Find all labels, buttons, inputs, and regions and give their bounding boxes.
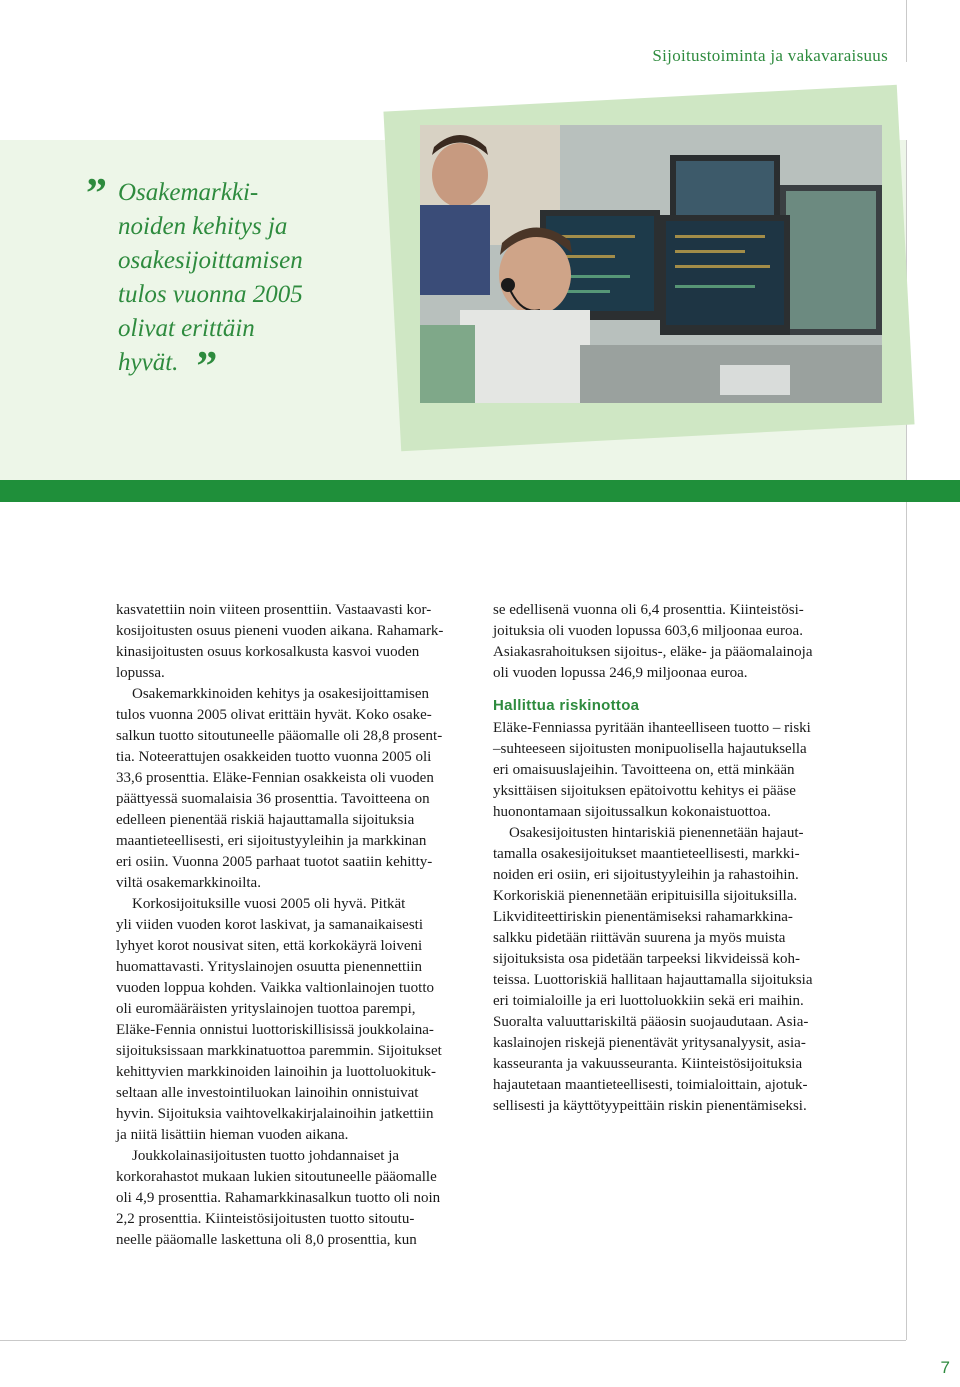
left-paragraph-1: kasvatettiin noin viiteen prosenttiin. Vastaavasti kor- kosijoitusten osuus pieneni vuoden aikana. Rahamark- kinasijoitusten osuus korkosalkusta kasvoi vuoden lopussa. — [116, 602, 444, 681]
right-paragraph-2: Osakesijoitusten hintariskiä pienennetään hajaut- tamalla osakesijoitukset maantieteellisesti, markki- noiden eri osiin, eri sijoitustyyleihin ja rahastoihin. Korkoriskiä pienennetään eripituisilla sijoituksilla. Likviditeettiriskin pienentämiseksi rahamarkkina- salkku pidetään riittävän suurena ja myös muista sijoituksista osa pidetään tarpeeksi likvideissä koh- teissa. Luottoriskiä hallitaan hajauttamalla sijoituksia eri toimialoille ja eri luottoluokkiin sekä eri maihin. Suoralta valuuttariskiltä pääosin suojaudutaan. Asia- kaslainojen riskejä pienentävät yritysanalyysit, asia- kasseuranta ja vakuusseuranta. Kiinteistösijoituksia hajautetaan maantieteellisesti, toimialoittain, ajotuk- sellisesti ja käyttötyypeittäin riskin pienentämiseksi. — [493, 825, 813, 1114]
left-paragraph-4: Joukkolainasijoitusten tuotto johdannaiset ja korkorahastot mukaan lukien sitoutuneelle pääomalle oli 4,9 prosenttia. Rahamarkkinasalkun tuotto oli noin 2,2 prosenttia. Kiinteistösijoitusten tuotto sitoutu- neelle pääomalle laskettuna oli 8,0 prosenttia, kun — [116, 1148, 441, 1248]
frame-line-top — [906, 0, 907, 62]
trading-desk-photo — [420, 125, 882, 403]
quote-open-mark: ” — [86, 171, 107, 217]
pull-quote — [86, 171, 386, 390]
page-number: 7 — [940, 1358, 950, 1377]
left-paragraph-2: Osakemarkkinoiden kehitys ja osakesijoittamisen tulos vuonna 2005 olivat erittäin hyvät. Koko osake- salkun tuotto sitoutuneelle pääomalle oli 28,8 prosent- tia. Noteerattujen osakkeiden tuotto vuonna 2005 oli 33,6 prosenttia. Eläke-Fennian osakkeista oli vuoden päättyessä suomalaisia 36 prosenttia. Tavoitteena on edelleen pienentää riskiä hajauttamalla sijoituksia maantieteellisesti, eri sijoitustyyleihin ja markkinan eri osiin. Vuonna 2005 parhaat tuotot saatiin kehitty- viltä osakemarkkinoilta. — [116, 686, 443, 891]
right-intro-paragraph: se edellisenä vuonna oli 6,4 prosenttia. Kiinteistösi- joituksia oli vuoden lopussa 603,6 miljoonaa euroa. Asiakasrahoituksen sijoitus-, eläke- ja pääomalainoja oli vuoden lopussa 246,9 miljoonaa euroa. — [493, 602, 813, 681]
left-paragraph-3: Korkosijoituksille vuosi 2005 oli hyvä. Pitkät yli viiden vuoden korot laskivat, ja samanaikaisesti lyhyet korot nousivat siten, että korkokäyrä loiveni huomattavasti. Yrityslainojen osuutta pienennettiin vuoden loppua kohden. Vaikka valtionlainojen tuotto oli euromääräisten yrityslainojen tuottoa parempi, Eläke-Fennia onnistui luottoriskillisissä joukkolaina- sijoituksissaan markkinatuottoa paremmin. Sijoitukset kehittyvien markkinoiden lainoihin ja luottoluokituk- seltaan alle investointiluokan lainoihin onnistuivat hyvin. Sijoituksia vaihtovelkakirjalainoihin jatkettiin ja niitä lisättiin hieman vuoden aikana. — [116, 896, 442, 1143]
left-text-column — [116, 600, 460, 1251]
right-paragraph-1: Eläke-Fenniassa pyritään ihanteelliseen tuotto – riski –suhteeseen sijoitusten monipuolisella hajautuksella eri omaisuuslajeihin. Tavoitteena on, että minkään yksittäisen sijoituksen epätoivottu kehitys ei pääse huonontamaan sijoitussalkun kokonaistuottoa. — [493, 720, 811, 820]
running-head: Sijoitustoiminta ja vakavaraisuus — [652, 46, 888, 65]
section-heading: Hallittua riskinottoa — [493, 697, 640, 714]
green-divider-bar — [0, 480, 960, 502]
right-text-column — [493, 600, 837, 1117]
frame-line-bottom — [0, 1340, 906, 1341]
quote-close-mark: ” — [196, 344, 218, 390]
pull-quote-text: Osakemarkki- noiden kehitys ja osakesijoittamisen tulos vuonna 2005 olivat erittäin hyvät. ” — [118, 179, 303, 390]
